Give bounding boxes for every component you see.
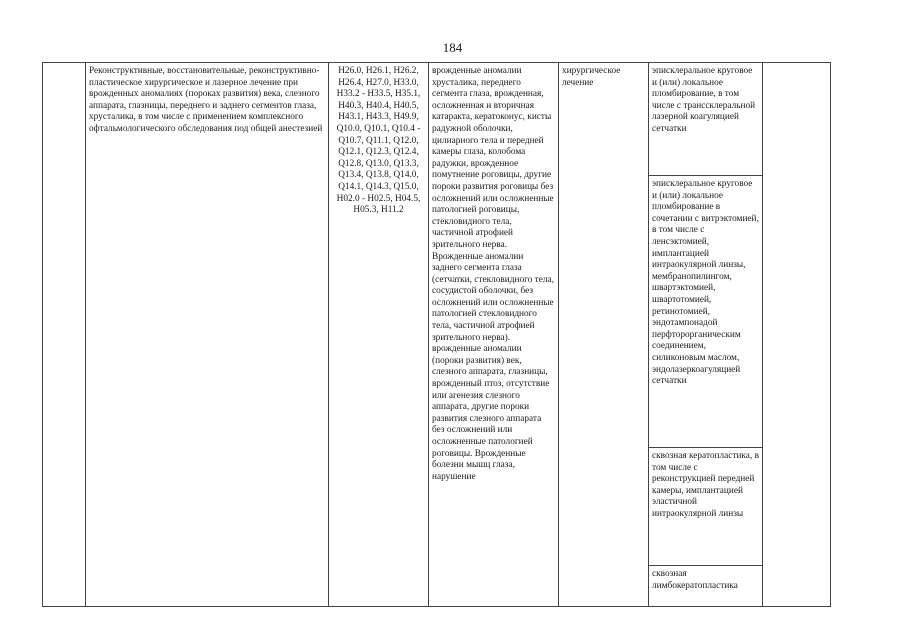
extra-cell xyxy=(763,63,831,607)
page-number: 184 xyxy=(442,40,463,55)
row-number-cell xyxy=(43,63,86,607)
method-cell: эписклеральное круговое и (или) локальное пломбирование, в том числе с транссклеральной лазерной коагуляцией сетчатки xyxy=(649,63,763,176)
treatment-type-cell: хирургическое лечение xyxy=(559,63,649,607)
method-cell: сквозная лимбокератопластика xyxy=(649,566,763,607)
method-cell: эписклеральное круговое и (или) локальное пломбирование в сочетании с витрэктомией, в том числе с ленсэктомией, имплантацией интраокулярной линзы, мембранопилингом, швартэктомией, швартотомией, ретинотомией, эндотампонадой перфторорганическим соединением, силиконовым маслом, эндолазеркоагуляцией сетчатки xyxy=(649,176,763,448)
care-profile-cell: Реконструктивные, восстановительные, реконструктивно-пластическое хирургическое и лазерное лечение при врожденных аномалиях (пороках развития) века, слезного аппарата, глазницы, переднего и заднего сегментов глаза, хрусталика, в том числе с применением комплексного офтальмологического обследования под общей анестезией xyxy=(86,63,329,607)
medical-care-table xyxy=(42,62,831,607)
diagnosis-cell: врожденные аномалии хрусталика, переднего сегмента глаза, врожденная, осложненная и вторичная катаракта, кератоконус, кисты радужной оболочки, цилиарного тела и передней камеры глаза, колобома радужки, врожденное помутнение роговицы, другие пороки развития роговицы без осложнений или осложненные патологией роговицы, стекловидного тела, частичной атрофией зрительного нерва. Врожденные аномалии заднего сегмента глаза (сетчатки, стекловидного тела, сосудистой оболочки, без осложнений или осложненные патологией стекловидного тела, частичной атрофией зрительного нерва). врожденные аномалии (пороки развития) век, слезного аппарата, глазницы, врожденный птоз, отсутствие или агенезия слезного аппарата, другие пороки развития слезного аппарата без осложнений или осложненные патологией роговицы. Врожденные болезни мышц глаза, нарушение xyxy=(429,63,559,607)
icd-codes-cell: H26.0, H26.1, H26.2, H26.4, H27.0, H33.0, H33.2 - H33.5, H35.1, H40.3, H40.4, H40.5, H43.1, H43.3, H49.9, Q10.0, Q10.1, Q10.4 - Q10.7, Q11.1, Q12.0, Q12.1, Q12.3, Q12.4, Q12.8, Q13.0, Q13.3, Q13.4, Q13.8, Q14.0, Q14.1, Q14.3, Q15.0, H02.0 - H02.5, H04.5, H05.3, H11.2 xyxy=(329,63,429,607)
method-cell: сквозная кератопластика, в том числе с реконструкцией передней камеры, имплантацией эластичной интраокулярной линзы xyxy=(649,448,763,566)
